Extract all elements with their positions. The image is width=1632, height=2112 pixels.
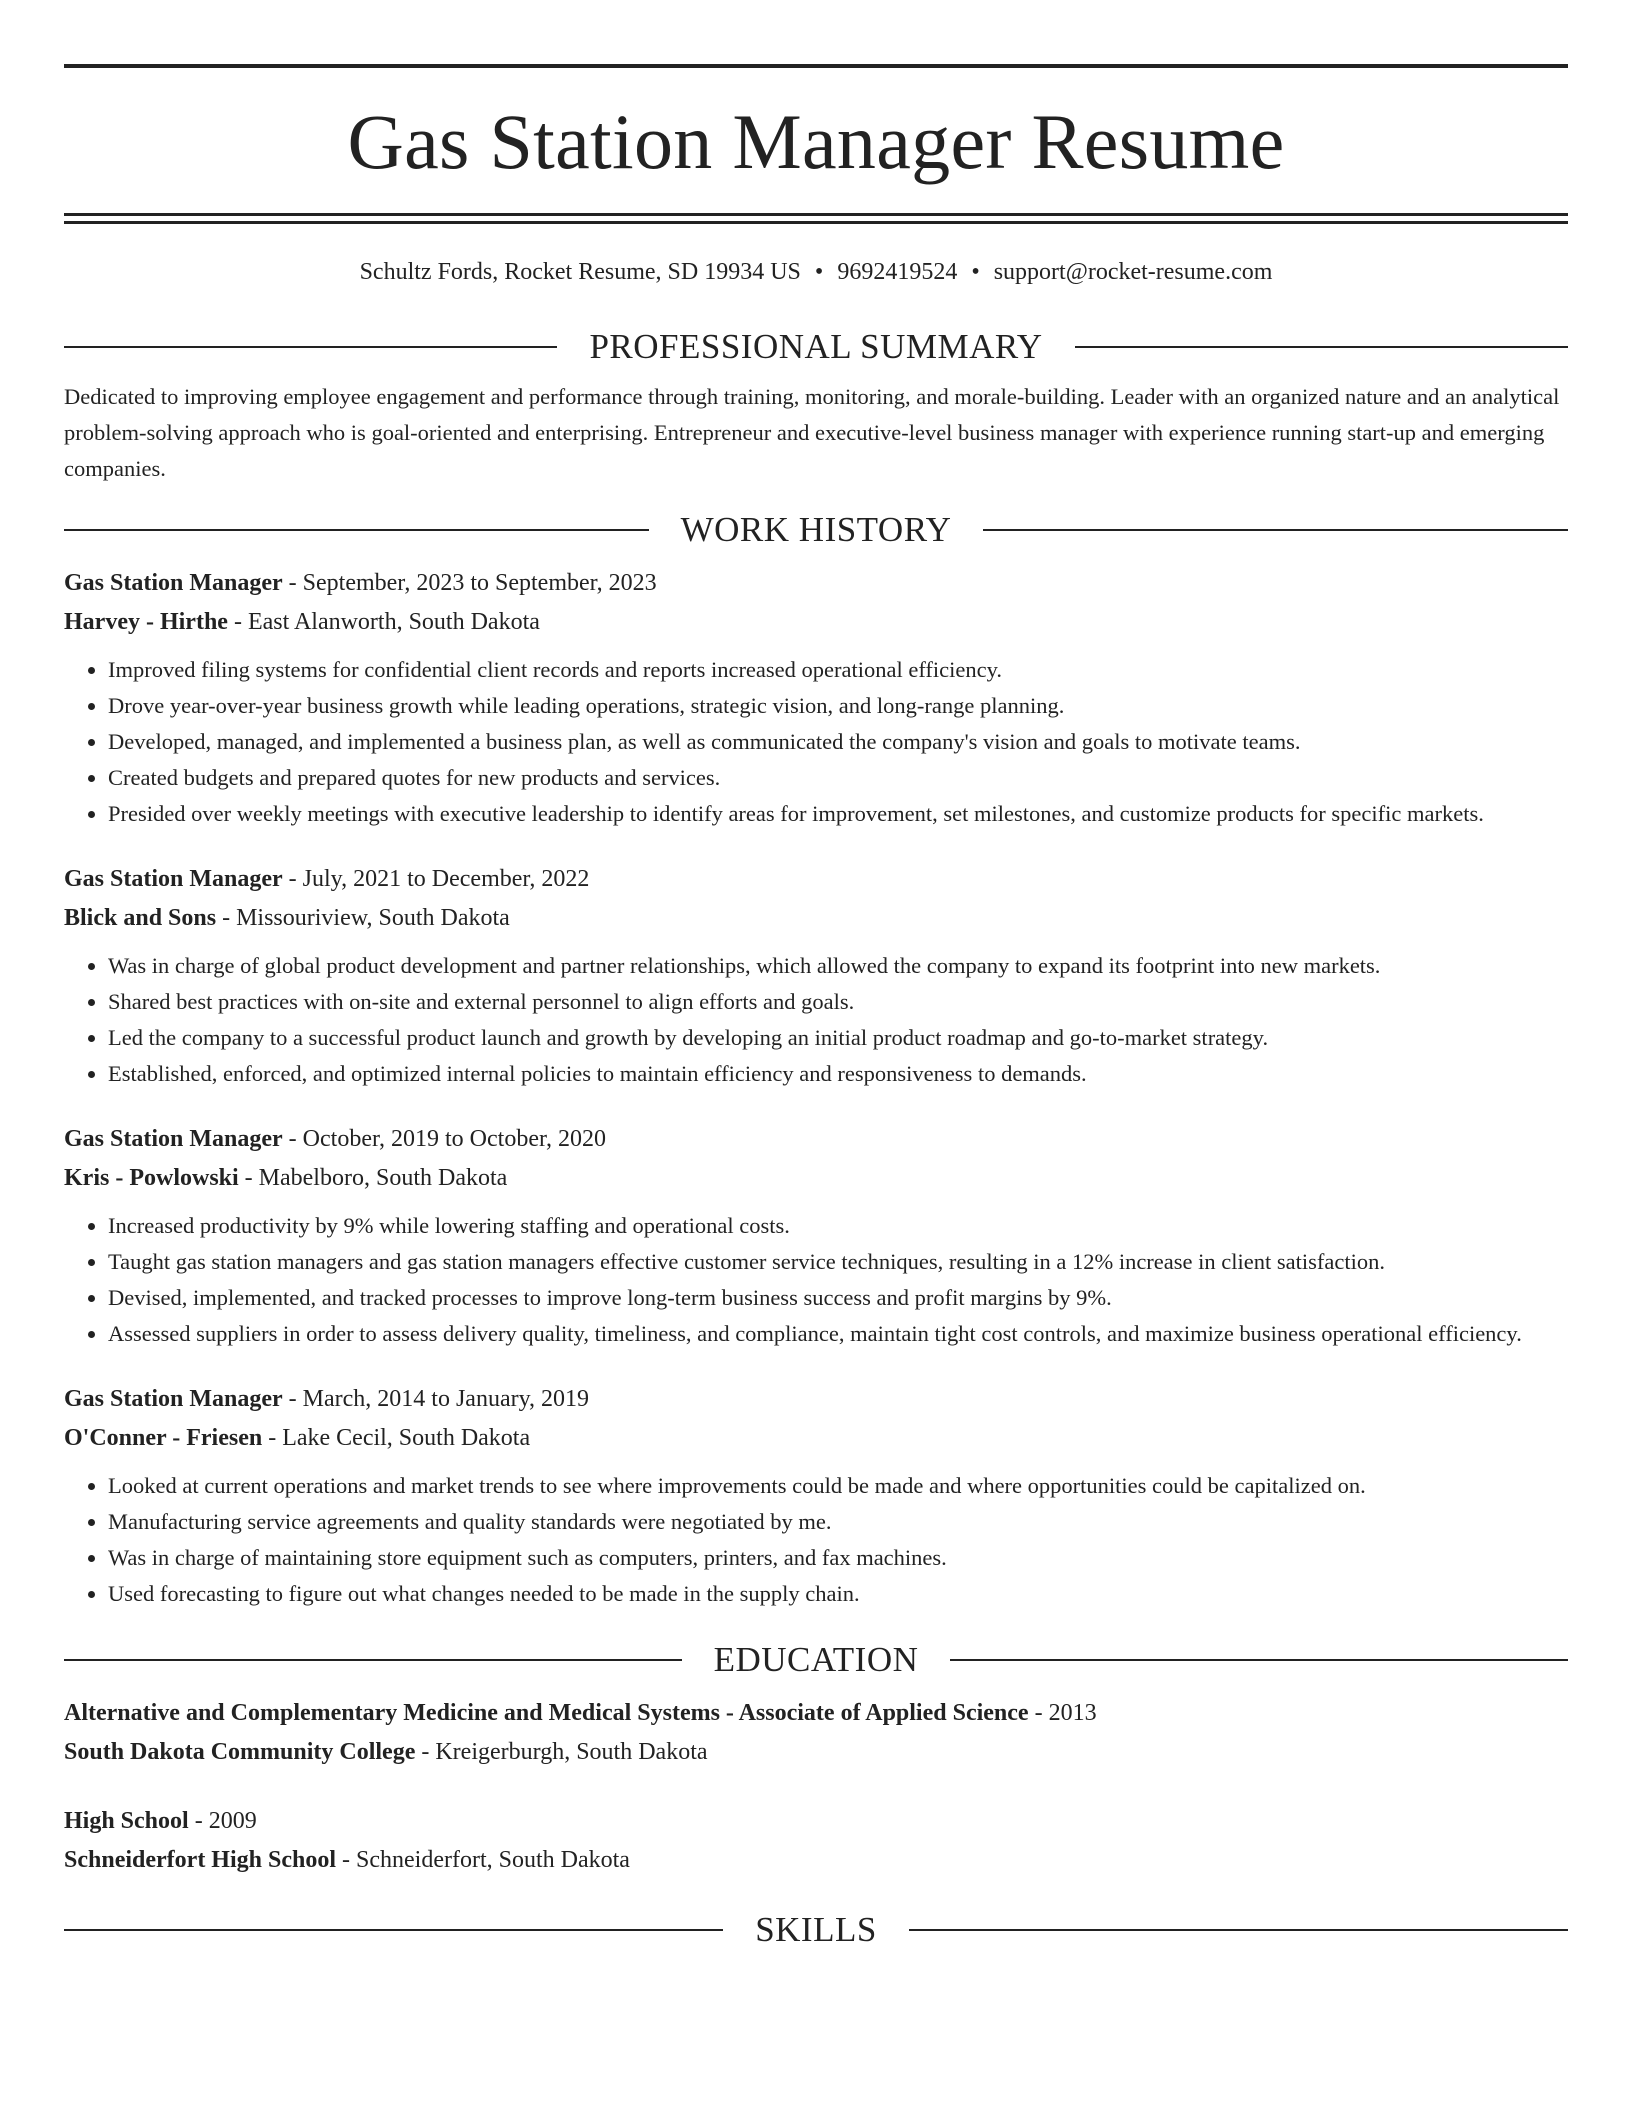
job-entry	[64, 564, 1568, 832]
education-degree-line	[64, 1802, 1568, 1841]
job-location: - Lake Cecil, South Dakota	[262, 1424, 531, 1451]
education-degree: Alternative and Complementary Medicine and Medical Systems - Associate of Applied Science	[64, 1699, 1029, 1726]
job-entry	[64, 1380, 1568, 1612]
top-rule	[64, 64, 1568, 68]
education-year: - 2009	[188, 1807, 257, 1834]
job-entry	[64, 860, 1568, 1092]
job-company-line	[64, 603, 1568, 642]
education-school: South Dakota Community College	[64, 1738, 416, 1765]
heading-rule-right	[950, 1659, 1568, 1661]
job-company: Harvey - Hirthe	[64, 608, 228, 635]
job-bullets	[64, 1208, 1568, 1352]
job-location: - Missouriview, South Dakota	[216, 904, 510, 931]
list-item: • Shared best practices with on-site and external personnel to align efforts and goals.	[108, 984, 1568, 1020]
job-title: Gas Station Manager	[64, 1125, 283, 1152]
job-location: - East Alanworth, South Dakota	[227, 608, 540, 635]
education-degree-line	[64, 1694, 1568, 1733]
heading-rule-left	[64, 346, 557, 348]
job-dates: - July, 2021 to December, 2022	[282, 865, 590, 892]
job-location: - Mabelboro, South Dakota	[238, 1164, 508, 1191]
list-item: • Devised, implemented, and tracked processes to improve long-term business success and profit margins by 9%.	[108, 1280, 1568, 1316]
education-year: - 2013	[1028, 1699, 1097, 1726]
heading-rule-left	[64, 1929, 723, 1931]
job-company: O'Conner - Friesen	[64, 1424, 263, 1451]
education-degree: High School	[64, 1807, 189, 1834]
heading-rule-right	[1075, 346, 1568, 348]
section-title: EDUCATION	[713, 1639, 919, 1679]
job-title-line	[64, 1120, 1568, 1159]
job-company: Blick and Sons	[64, 904, 217, 931]
education-entry	[64, 1694, 1568, 1772]
job-entry	[64, 1120, 1568, 1352]
list-item: • Assessed suppliers in order to assess delivery quality, timeliness, and compliance, maintain tight cost controls, and maximize business operational efficiency.	[108, 1316, 1568, 1352]
list-item: • Was in charge of global product development and partner relationships, which allowed the company to expand its footprint into new markets.	[108, 948, 1568, 984]
section-title: SKILLS	[755, 1909, 877, 1949]
list-item: • Manufacturing service agreements and quality standards were negotiated by me.	[108, 1504, 1568, 1540]
list-item: • Led the company to a successful product launch and growth by developing an initial product roadmap and go-to-market strategy.	[108, 1020, 1568, 1056]
list-item: • Presided over weekly meetings with executive leadership to identify areas for improvement, set milestones, and customize products for specific markets.	[108, 796, 1568, 832]
contact-phone: 9692419524	[837, 259, 958, 285]
job-title: Gas Station Manager	[64, 865, 283, 892]
heading-rule-right	[909, 1929, 1568, 1931]
section-heading-skills	[64, 1910, 1568, 1950]
job-bullets	[64, 948, 1568, 1092]
job-title: Gas Station Manager	[64, 1385, 283, 1412]
heading-rule-left	[64, 529, 649, 531]
job-title-line	[64, 860, 1568, 899]
job-title-line	[64, 564, 1568, 603]
contact-address: Schultz Fords, Rocket Resume, SD 19934 US	[359, 259, 801, 285]
section-heading-work	[64, 510, 1568, 550]
job-dates: - October, 2019 to October, 2020	[282, 1125, 607, 1152]
education-school-line	[64, 1841, 1568, 1880]
contact-line	[64, 257, 1568, 287]
education-location: - Kreigerburgh, South Dakota	[415, 1738, 708, 1765]
job-company-line	[64, 899, 1568, 938]
job-dates: - September, 2023 to September, 2023	[282, 569, 657, 596]
job-bullets	[64, 1468, 1568, 1612]
education-school: Schneiderfort High School	[64, 1846, 337, 1873]
section-title: PROFESSIONAL SUMMARY	[589, 327, 1043, 366]
title-double-rule	[64, 213, 1568, 224]
section-title: WORK HISTORY	[680, 509, 952, 549]
job-dates: - March, 2014 to January, 2019	[282, 1385, 590, 1412]
job-title-line	[64, 1380, 1568, 1419]
education-entry	[64, 1802, 1568, 1880]
list-item: • Was in charge of maintaining store equipment such as computers, printers, and fax machines.	[108, 1540, 1568, 1576]
list-item: • Taught gas station managers and gas station managers effective customer service techniques, resulting in a 12% increase in client satisfaction.	[108, 1244, 1568, 1280]
heading-rule-right	[983, 529, 1568, 531]
heading-rule-left	[64, 1659, 682, 1661]
job-company-line	[64, 1159, 1568, 1198]
resume-title: Gas Station Manager Resume	[347, 98, 1285, 185]
education-location: - Schneiderfort, South Dakota	[336, 1846, 630, 1873]
job-title: Gas Station Manager	[64, 569, 283, 596]
list-item: • Looked at current operations and market trends to see where improvements could be made and where opportunities could be capitalized on.	[108, 1468, 1568, 1504]
list-item: • Drove year-over-year business growth while leading operations, strategic vision, and long-range planning.	[108, 688, 1568, 724]
contact-email: support@rocket-resume.com	[993, 259, 1273, 285]
list-item: • Used forecasting to figure out what changes needed to be made in the supply chain.	[108, 1576, 1568, 1612]
summary-text: Dedicated to improving employee engagement and performance through training, monitoring, and morale-building. Leader with an organized nature and an analytical problem-solving approach who is goal-oriented and enterprising. Entrepreneur and executive-level business manager with experience running start-up and emerging companies.	[64, 384, 1560, 481]
list-item: • Improved filing systems for confidential client records and reports increased operational efficiency.	[108, 652, 1568, 688]
contact-separator: •	[971, 259, 980, 285]
contact-separator: •	[814, 259, 824, 285]
list-item: • Created budgets and prepared quotes for new products and services.	[108, 760, 1568, 796]
section-heading-summary	[64, 327, 1568, 367]
list-item: • Developed, managed, and implemented a business plan, as well as communicated the company's vision and goals to motivate teams.	[108, 724, 1568, 760]
list-item: • Established, enforced, and optimized internal policies to maintain efficiency and responsiveness to demands.	[108, 1056, 1568, 1092]
education-school-line	[64, 1733, 1568, 1772]
job-company: Kris - Powlowski	[64, 1164, 239, 1191]
list-item: • Increased productivity by 9% while lowering staffing and operational costs.	[108, 1208, 1568, 1244]
section-heading-education	[64, 1640, 1568, 1680]
job-bullets	[64, 652, 1568, 832]
job-company-line	[64, 1419, 1568, 1458]
